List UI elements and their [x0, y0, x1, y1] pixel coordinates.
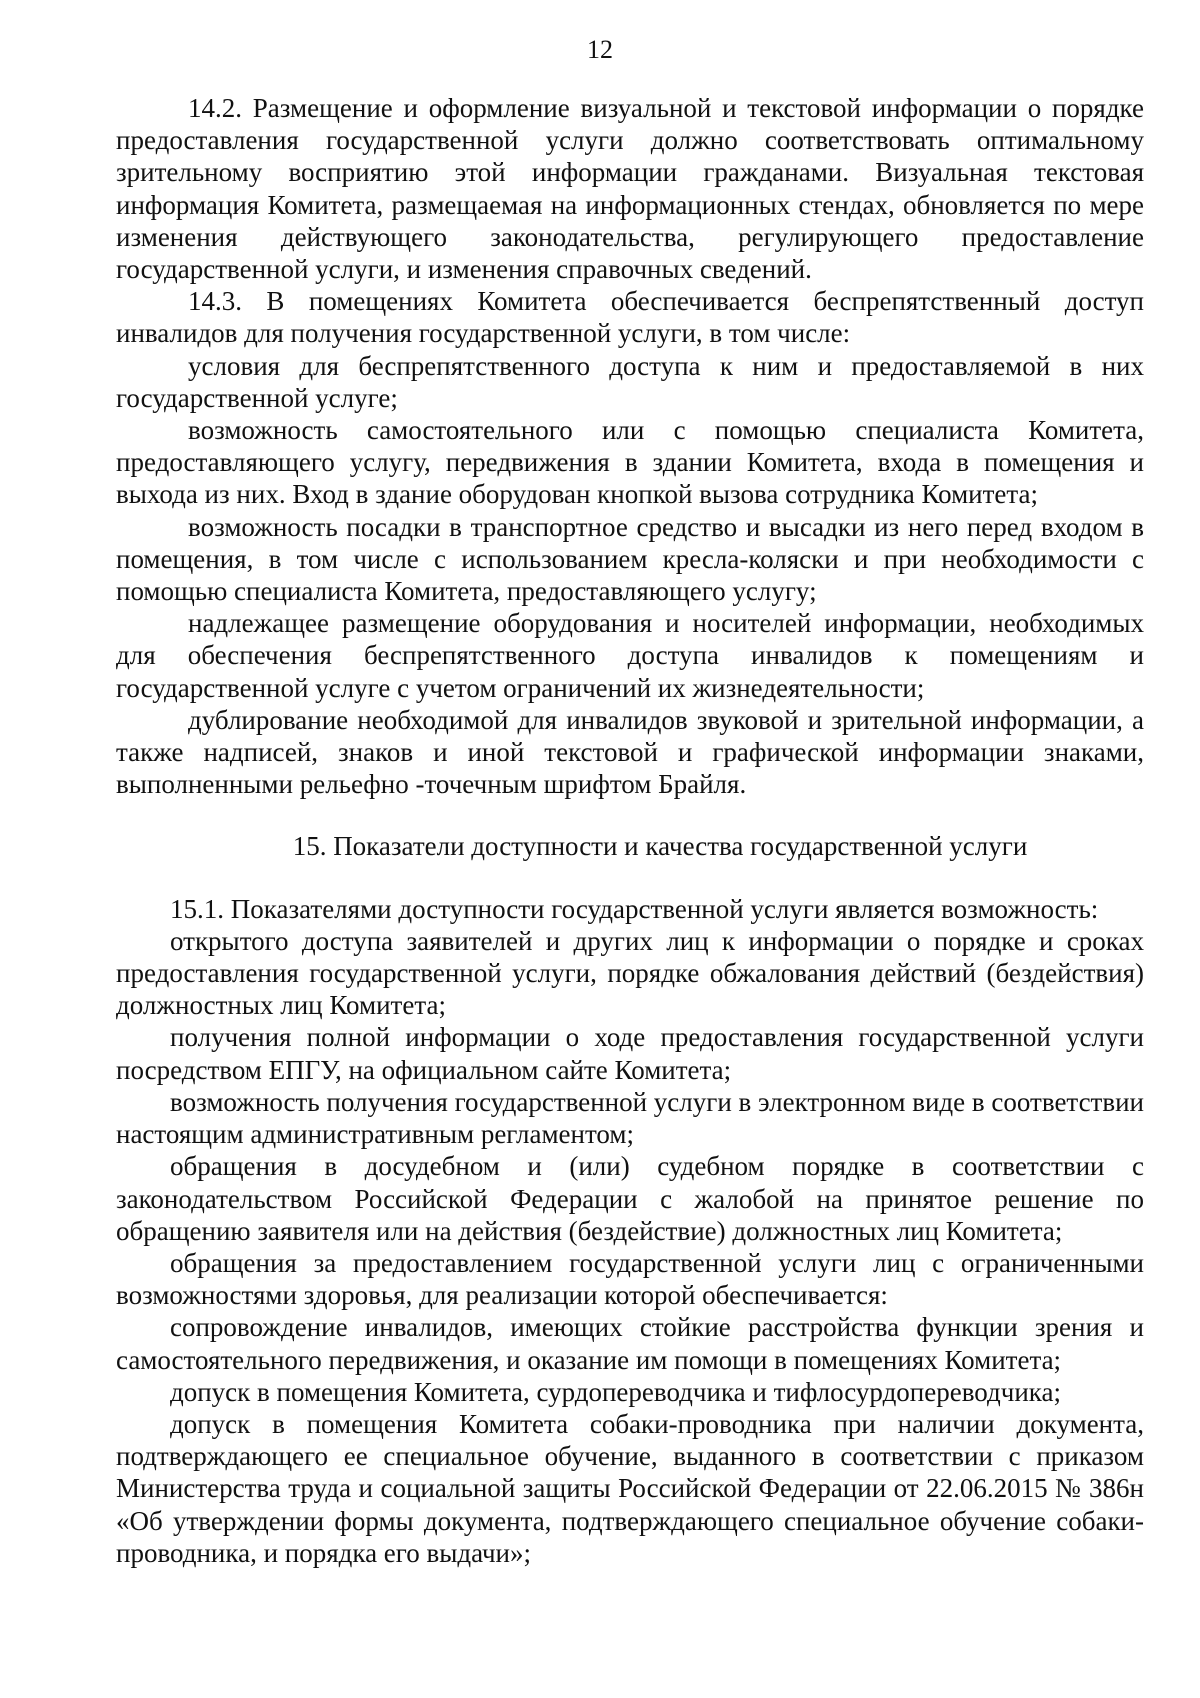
list-item: возможность посадки в транспортное средство и высадки из него перед входом в помещения, в том числе с использованием кресла-коляски и при необходимости с помощью специалиста Комитета, предоставляющего услугу; [116, 511, 1144, 607]
list-item: условия для беспрепятственного доступа к ним и предоставляемой в них государственной услуге; [116, 350, 1144, 413]
paragraph-14-3: 14.3. В помещениях Комитета обеспечивается беспрепятственный доступ инвалидов для получения государственной услуги, в том числе: [116, 286, 1144, 349]
list-item: сопровождение инвалидов, имеющих стойкие расстройства функции зрения и самостоятельного передвижения, и оказание им помощи в помещениях Комитета; [116, 1312, 1144, 1375]
list-item: возможность самостоятельного или с помощью специалиста Комитета, предоставляющего услугу, передвижения в здании Комитета, входа в помещения и выхода из них. Вход в здание оборудован кнопкой вызова сотрудника Комитета; [116, 415, 1144, 510]
list-item: открытого доступа заявителей и других лиц к информации о порядке и сроках предоставления государственной услуги, порядке обжалования действий (бездействия) должностных лиц Комитета; [116, 925, 1144, 1021]
paragraph-14-2: 14.2. Размещение и оформление визуальной и текстовой информации о порядке предоставления государственной услуги должно соответствовать оптимальному зрительному восприятию этой информации гражданами. Визуальная текстовая информация Комитета, размещаемая на информационных стендах, обновляется по мере изменения действующего законодательства, регулирующего предоставление государственной услуги, и изменения справочных сведений. [116, 93, 1144, 285]
page-number: 12 [587, 35, 613, 64]
list-item: допуск в помещения Комитета собаки-проводника при наличии документа, подтверждающего ее специальное обучение, выданного в соответствии с приказом Министерства труда и социальной защиты Российской Федерации от 22.06.2015 № 386н «Об утверждении формы документа, подтверждающего специальное обучение собаки-проводника, и порядка его выдачи»; [116, 1408, 1144, 1568]
list-item: дублирование необходимой для инвалидов звуковой и зрительной информации, а также надписей, знаков и иной текстовой и графической информации знаками, выполненными рельефно -точечным шрифтом Брайля. [116, 704, 1144, 800]
paragraph-15-1: 15.1. Показателями доступности государственной услуги является возможность: [170, 893, 1099, 924]
list-item: обращения за предоставлением государственной услуги лиц с ограниченными возможностями здоровья, для реализации которой обеспечивается: [116, 1247, 1144, 1311]
document-body [116, 92, 1144, 1569]
section-heading: 15. Показатели доступности и качества государственной услуги [292, 831, 1028, 862]
list-item: обращения в досудебном и (или) судебном порядке в соответствии с законодательством Российской Федерации с жалобой на принятое решение по обращению заявителя или на действия (бездействие) должностных лиц Комитета; [116, 1151, 1144, 1246]
list-item: допуск в помещения Комитета, сурдопереводчика и тифлосурдопереводчика; [170, 1376, 1061, 1407]
list-item: получения полной информации о ходе предоставления государственной услуги посредством ЕПГУ, на официальном сайте Комитета; [116, 1022, 1144, 1085]
list-item: возможность получения государственной услуги в электронном виде в соответствии настоящим административным регламентом; [116, 1086, 1144, 1150]
list-item: надлежащее размещение оборудования и носителей информации, необходимых для обеспечения беспрепятственного доступа инвалидов к помещениям и государственной услуге с учетом ограничений их жизнедеятельности; [116, 608, 1144, 703]
